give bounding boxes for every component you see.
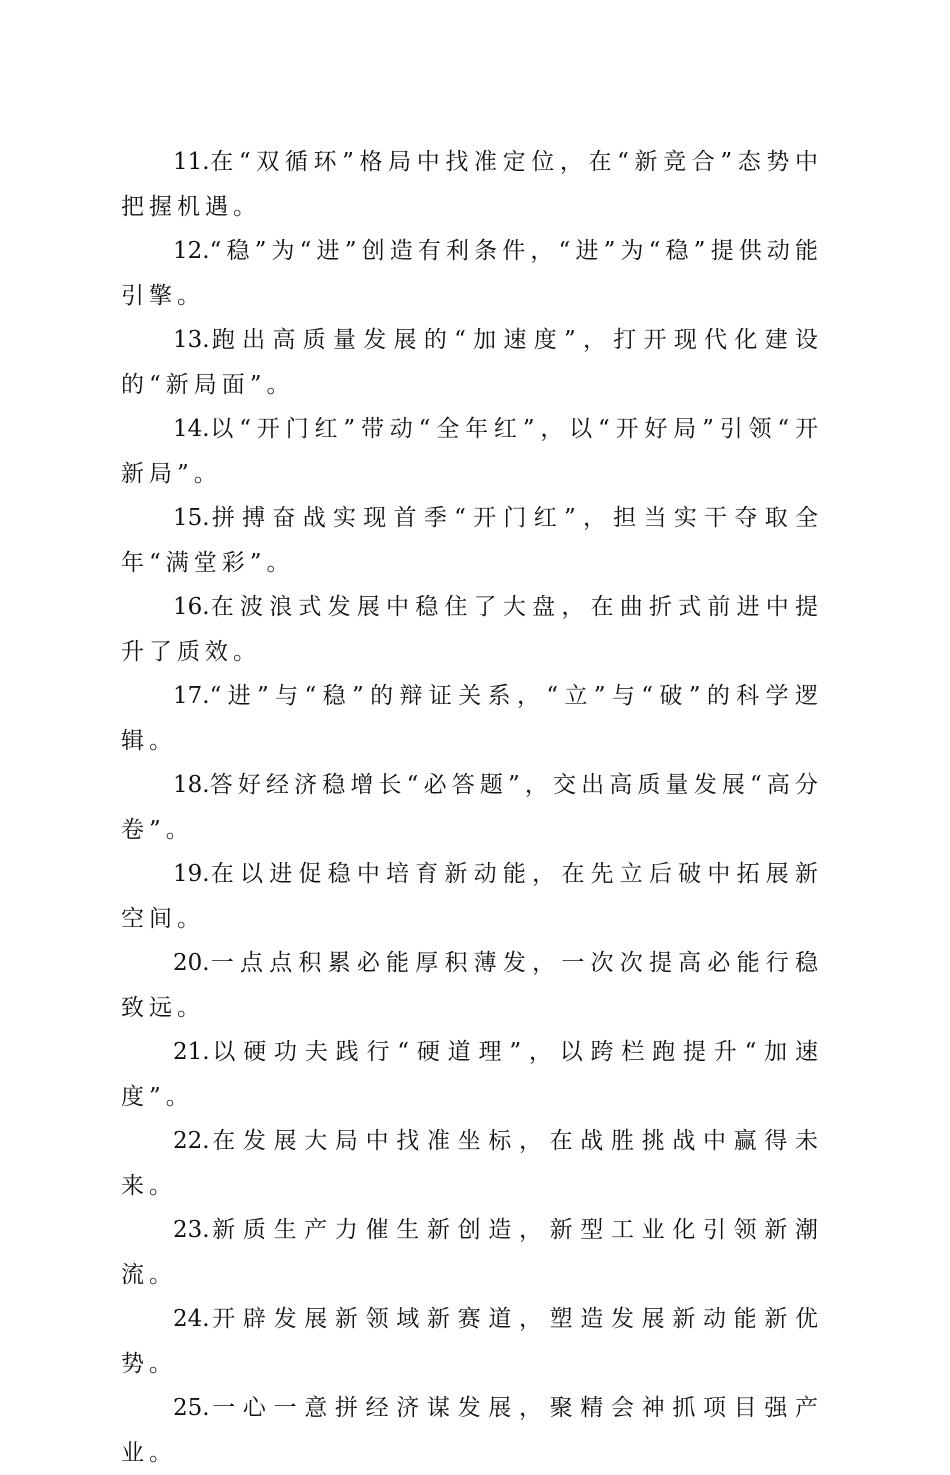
- item-number: 22.: [173, 1128, 210, 1154]
- item-number: 21.: [173, 1039, 210, 1065]
- list-item: [121, 407, 823, 496]
- item-text: “稳”为“进”创造有利条件，“进”为“稳”提供动能引擎。: [121, 238, 823, 309]
- item-text: 开辟发展新领域新赛道，塑造发展新动能新优势。: [121, 1306, 823, 1377]
- item-number: 12.: [173, 238, 210, 264]
- item-text: 一心一意拼经济谋发展，聚精会神抓项目强产业。: [121, 1395, 823, 1466]
- slogan-list: [121, 140, 823, 1475]
- list-item: [121, 140, 823, 229]
- item-number: 17.: [173, 683, 210, 709]
- list-item: [121, 941, 823, 1030]
- item-text: 一点点积累必能厚积薄发，一次次提高必能行稳致远。: [121, 950, 823, 1021]
- list-item: [121, 229, 823, 318]
- item-text: “进”与“稳”的辩证关系，“立”与“破”的科学逻辑。: [121, 683, 823, 754]
- list-item: [121, 585, 823, 674]
- item-number: 14.: [173, 416, 210, 442]
- item-number: 11.: [173, 149, 210, 175]
- item-text: 以“开门红”带动“全年红”，以“开好局”引领“开新局”。: [121, 416, 823, 487]
- item-text: 以硬功夫践行“硬道理”，以跨栏跑提升“加速度”。: [121, 1039, 823, 1110]
- item-number: 23.: [173, 1217, 210, 1243]
- list-item: [121, 763, 823, 852]
- item-number: 18.: [173, 772, 210, 798]
- item-number: 20.: [173, 950, 210, 976]
- item-text: 在波浪式发展中稳住了大盘，在曲折式前进中提升了质效。: [121, 594, 823, 665]
- list-item: [121, 1208, 823, 1297]
- item-number: 19.: [173, 861, 210, 887]
- list-item: [121, 1386, 823, 1475]
- item-text: 在以进促稳中培育新动能，在先立后破中拓展新空间。: [121, 861, 823, 932]
- item-text: 答好经济稳增长“必答题”，交出高质量发展“高分卷”。: [121, 772, 823, 843]
- list-item: [121, 1119, 823, 1208]
- item-number: 13.: [173, 327, 210, 353]
- item-text: 在发展大局中找准坐标，在战胜挑战中赢得未来。: [121, 1128, 823, 1199]
- item-text: 拼搏奋战实现首季“开门红”，担当实干夺取全年“满堂彩”。: [121, 505, 823, 576]
- item-text: 在“双循环”格局中找准定位，在“新竞合”态势中把握机遇。: [121, 149, 823, 220]
- item-text: 跑出高质量发展的“加速度”，打开现代化建设的“新局面”。: [121, 327, 823, 398]
- list-item: [121, 674, 823, 763]
- list-item: [121, 318, 823, 407]
- list-item: [121, 1297, 823, 1386]
- item-number: 16.: [173, 594, 210, 620]
- item-number: 25.: [173, 1395, 210, 1421]
- list-item: [121, 1030, 823, 1119]
- item-text: 新质生产力催生新创造，新型工业化引领新潮流。: [121, 1217, 823, 1288]
- list-item: [121, 496, 823, 585]
- list-item: [121, 852, 823, 941]
- item-number: 15.: [173, 505, 210, 531]
- item-number: 24.: [173, 1306, 210, 1332]
